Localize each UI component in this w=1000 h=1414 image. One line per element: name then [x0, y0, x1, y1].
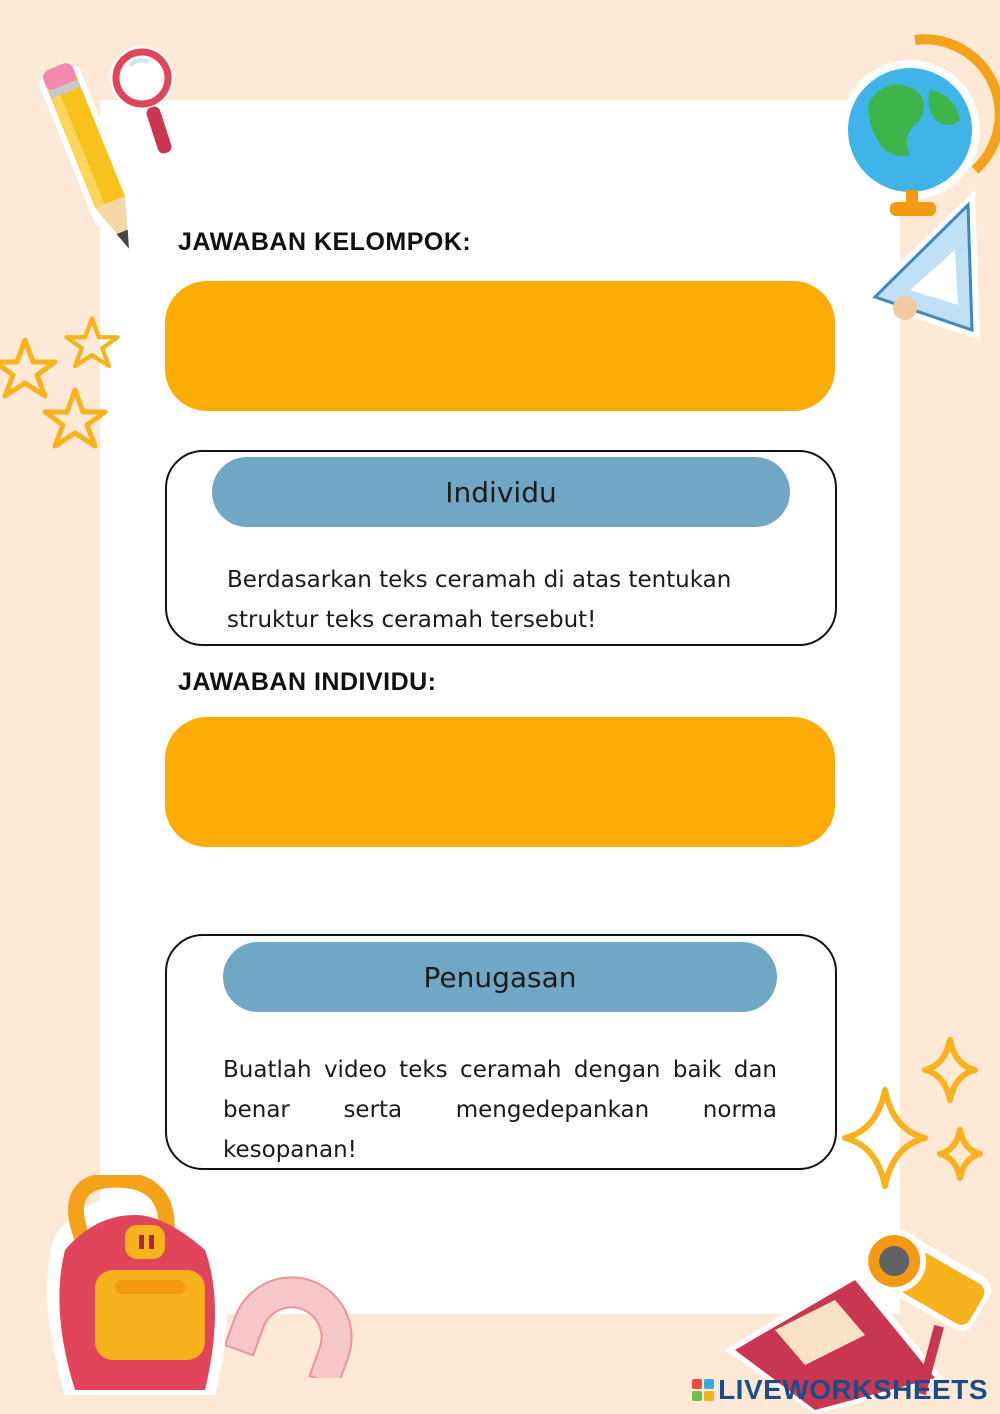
- protractor-icon: [225, 1228, 365, 1378]
- backpack-icon: [25, 1175, 245, 1410]
- group-answer-label: JAWABAN KELOMPOK:: [178, 228, 472, 256]
- individual-answer-label: JAWABAN INDIVIDU:: [178, 668, 437, 696]
- assignment-title: Penugasan: [423, 960, 577, 994]
- sparkle-icon: [840, 1030, 990, 1200]
- telescope-icon: [830, 1215, 1000, 1395]
- individual-instruction: Berdasarkan teks ceramah di atas tentukan struktur teks ceramah tersebut!: [227, 567, 732, 633]
- liveworksheets-logo-icon: [692, 1379, 714, 1401]
- individual-answer-box[interactable]: [165, 717, 835, 847]
- individual-task-card: [165, 450, 837, 646]
- individual-title: Individu: [445, 475, 557, 509]
- watermark-text: LIVEWORKSHEETS: [718, 1374, 988, 1405]
- liveworksheets-watermark[interactable]: [692, 1374, 988, 1406]
- assignment-task-card: [165, 934, 837, 1170]
- individual-title-pill: [212, 457, 790, 527]
- group-answer-box[interactable]: [165, 281, 835, 411]
- assignment-instruction: Buatlah video teks ceramah dengan baik dan benar serta mengedepankan norma kesopanan!: [223, 1057, 777, 1163]
- magnifier-icon: [100, 40, 190, 165]
- star-icon: [0, 310, 150, 470]
- set-square-icon: [850, 180, 990, 350]
- assignment-title-pill: [223, 942, 777, 1012]
